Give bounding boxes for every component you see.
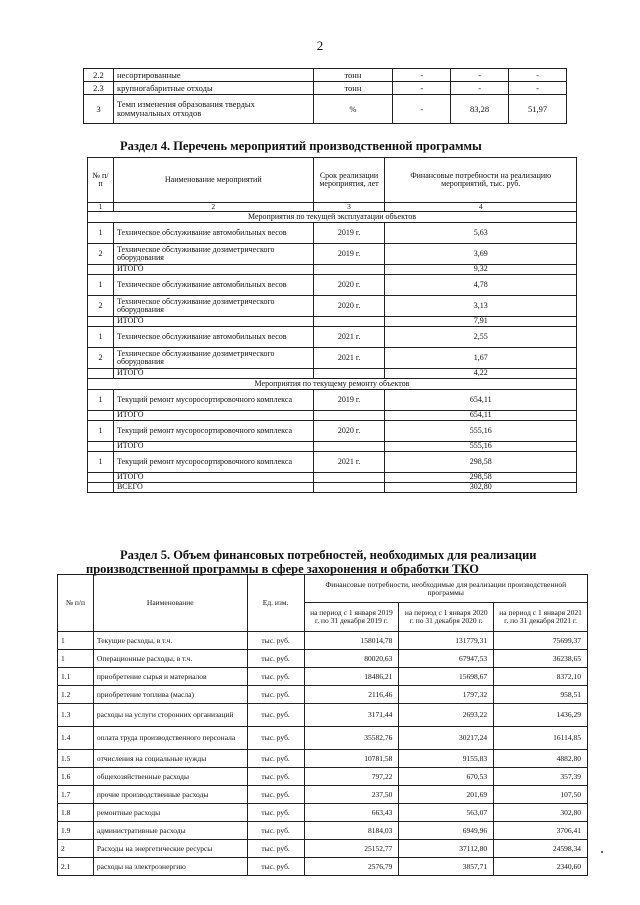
row-number: 1 bbox=[58, 632, 94, 650]
header-num: № п/п bbox=[88, 158, 114, 203]
total-row bbox=[88, 483, 577, 493]
row-number: 3 bbox=[84, 95, 114, 124]
row-value-2020: 563,07 bbox=[399, 804, 494, 822]
subtotal-row bbox=[88, 265, 577, 275]
row-name: общехозяйственные расходы bbox=[93, 768, 247, 786]
row-value-2019: 10781,58 bbox=[304, 750, 399, 768]
row-name: Текущий ремонт мусоросортировочного комплекса bbox=[113, 390, 313, 411]
row-value-2020: 670,53 bbox=[399, 768, 494, 786]
group-row bbox=[88, 379, 577, 390]
row-value-2019: 797,22 bbox=[304, 768, 399, 786]
row-unit: тыс. руб. bbox=[247, 858, 304, 876]
empty-cell bbox=[313, 369, 385, 379]
row-value-2019: - bbox=[393, 69, 451, 82]
row-value-2019: 663,43 bbox=[304, 804, 399, 822]
row-unit: тыс. руб. bbox=[247, 822, 304, 840]
row-value-2020: 37112,80 bbox=[399, 840, 494, 858]
empty-cell bbox=[313, 317, 385, 327]
subtotal-value: 7,91 bbox=[385, 317, 577, 327]
subtotal-label: ИТОГО bbox=[113, 442, 313, 452]
row-value-2021: 4882,80 bbox=[494, 750, 588, 768]
row-name: Операционные расходы, в т.ч. bbox=[93, 650, 247, 668]
table-row bbox=[58, 632, 588, 650]
subtotal-value: 298,58 bbox=[385, 473, 577, 483]
table-row bbox=[58, 727, 588, 750]
row-term: 2019 г. bbox=[313, 390, 385, 411]
row-term: 2021 г. bbox=[313, 348, 385, 369]
row-value-2020: 6949,96 bbox=[399, 822, 494, 840]
column-number: 2 bbox=[113, 203, 313, 212]
subtotal-value: 654,11 bbox=[385, 411, 577, 421]
row-value-2021: 1436,29 bbox=[494, 704, 588, 727]
section4-title: Раздел 4. Перечень мероприятий производственной программы bbox=[120, 139, 482, 153]
row-number: 1 bbox=[88, 421, 114, 442]
row-value: 654,11 bbox=[385, 390, 577, 411]
row-number: 2.3 bbox=[84, 82, 114, 95]
subtotal-value: 4,22 bbox=[385, 369, 577, 379]
row-name: отчисления на социальные нужды bbox=[93, 750, 247, 768]
row-value-2021: 107,50 bbox=[494, 786, 588, 804]
row-term: 2019 г. bbox=[313, 223, 385, 244]
row-value-2020: 9155,83 bbox=[399, 750, 494, 768]
row-value-2020: - bbox=[451, 82, 509, 95]
group-title: Мероприятия по текущей эксплуатации объектов bbox=[88, 212, 577, 223]
header-period-2020: на период с 1 января 2020 г. по 31 декабря 2020 г. bbox=[399, 603, 494, 632]
column-numbers-row bbox=[88, 203, 577, 212]
row-number: 2.1 bbox=[58, 858, 94, 876]
row-value-2021: 36238,65 bbox=[494, 650, 588, 668]
row-value-2019: 158014,78 bbox=[304, 632, 399, 650]
row-number: 1.8 bbox=[58, 804, 94, 822]
table-row bbox=[88, 421, 577, 442]
indicators-table-continuation bbox=[83, 68, 567, 124]
row-term: 2021 г. bbox=[313, 452, 385, 473]
row-value-2021: 3706,41 bbox=[494, 822, 588, 840]
subtotal-value: 555,16 bbox=[385, 442, 577, 452]
subtotal-row bbox=[88, 369, 577, 379]
row-value-2019: 237,50 bbox=[304, 786, 399, 804]
row-name: административные расходы bbox=[93, 822, 247, 840]
row-value-2021: 2340,60 bbox=[494, 858, 588, 876]
row-name: приобретение топлива (масла) bbox=[93, 686, 247, 704]
row-number: 1.2 bbox=[58, 686, 94, 704]
empty-cell bbox=[88, 442, 114, 452]
row-value: 3,69 bbox=[385, 244, 577, 265]
table-row bbox=[58, 668, 588, 686]
row-value: 5,63 bbox=[385, 223, 577, 244]
subtotal-row bbox=[88, 317, 577, 327]
row-name: ремонтные расходы bbox=[93, 804, 247, 822]
page-number: 2 bbox=[316, 38, 324, 53]
row-value: 3,13 bbox=[385, 296, 577, 317]
table-row bbox=[88, 327, 577, 348]
table-row bbox=[58, 686, 588, 704]
row-value-2020: - bbox=[451, 69, 509, 82]
column-number: 3 bbox=[313, 203, 385, 212]
row-number: 1 bbox=[88, 452, 114, 473]
row-name: прочие производственные расходы bbox=[93, 786, 247, 804]
row-value-2021: 8372,10 bbox=[494, 668, 588, 686]
row-name: крупногабаритные отходы bbox=[113, 82, 313, 95]
row-name: Расходы на энергетические ресурсы bbox=[93, 840, 247, 858]
empty-cell bbox=[313, 265, 385, 275]
row-unit: тыс. руб. bbox=[247, 750, 304, 768]
row-unit: тыс. руб. bbox=[247, 686, 304, 704]
row-number: 2 bbox=[88, 296, 114, 317]
table-row bbox=[88, 296, 577, 317]
row-name: приобретение сырья и материалов bbox=[93, 668, 247, 686]
table-row bbox=[88, 348, 577, 369]
subtotal-label: ИТОГО bbox=[113, 317, 313, 327]
row-unit: тыс. руб. bbox=[247, 632, 304, 650]
header-finance: Финансовые потребности, необходимые для реализации производственной программы bbox=[304, 575, 587, 603]
row-number: 1.1 bbox=[58, 668, 94, 686]
row-term: 2021 г. bbox=[313, 327, 385, 348]
row-value-2020: 131779,31 bbox=[399, 632, 494, 650]
row-number: 1 bbox=[88, 223, 114, 244]
subtotal-label: ИТОГО bbox=[113, 369, 313, 379]
row-number: 1 bbox=[88, 390, 114, 411]
header-period-2019: на период с 1 января 2019 г. по 31 декабря 2019 г. bbox=[304, 603, 399, 632]
row-value-2020: 83,28 bbox=[451, 95, 509, 124]
row-value-2020: 30217,24 bbox=[399, 727, 494, 750]
empty-cell bbox=[88, 369, 114, 379]
row-value-2019: 25152,77 bbox=[304, 840, 399, 858]
row-number: 1 bbox=[88, 275, 114, 296]
row-term: 2020 г. bbox=[313, 296, 385, 317]
total-label: ВСЕГО bbox=[113, 483, 313, 493]
table-row bbox=[84, 95, 567, 124]
row-name: Техническое обслуживание дозиметрического оборудования bbox=[113, 244, 313, 265]
row-unit: тонн bbox=[313, 69, 393, 82]
column-number: 4 bbox=[385, 203, 577, 212]
table-row bbox=[58, 786, 588, 804]
row-unit: тыс. руб. bbox=[247, 840, 304, 858]
header-name: Наименование bbox=[93, 575, 247, 632]
row-value-2020: 1797,32 bbox=[399, 686, 494, 704]
row-value-2021: - bbox=[509, 69, 567, 82]
table-row bbox=[88, 275, 577, 296]
table-row bbox=[58, 858, 588, 876]
row-number: 1.3 bbox=[58, 704, 94, 727]
row-value-2019: 3171,44 bbox=[304, 704, 399, 727]
group-row bbox=[88, 212, 577, 223]
row-value: 2,55 bbox=[385, 327, 577, 348]
row-number: 2 bbox=[88, 244, 114, 265]
header-unit: Ед. изм. bbox=[247, 575, 304, 632]
row-value-2019: 18486,21 bbox=[304, 668, 399, 686]
row-number: 1 bbox=[88, 327, 114, 348]
subtotal-row bbox=[88, 411, 577, 421]
row-value-2021: - bbox=[509, 82, 567, 95]
row-number: 2 bbox=[58, 840, 94, 858]
section5-finance-table bbox=[57, 574, 588, 876]
row-name: Текущий ремонт мусоросортировочного комплекса bbox=[113, 421, 313, 442]
row-name: Текущие расходы, в т.ч. bbox=[93, 632, 247, 650]
group-title: Мероприятия по текущему ремонту объектов bbox=[88, 379, 577, 390]
column-number: 1 bbox=[88, 203, 114, 212]
row-number: 1.6 bbox=[58, 768, 94, 786]
row-name: Техническое обслуживание дозиметрического оборудования bbox=[113, 348, 313, 369]
row-name: оплата труда производственного персонала bbox=[93, 727, 247, 750]
row-name: Темп изменения образования твердых коммунальных отходов bbox=[113, 95, 313, 124]
row-name: Техническое обслуживание автомобильных весов bbox=[113, 327, 313, 348]
row-name: Техническое обслуживание дозиметрического оборудования bbox=[113, 296, 313, 317]
row-name: расходы на услуги сторонних организаций bbox=[93, 704, 247, 727]
table-header-row bbox=[58, 575, 588, 603]
row-value-2021: 302,80 bbox=[494, 804, 588, 822]
table-row bbox=[88, 452, 577, 473]
row-name: расходы на электроэнергию bbox=[93, 858, 247, 876]
row-number: 1.7 bbox=[58, 786, 94, 804]
row-number: 1.9 bbox=[58, 822, 94, 840]
empty-cell bbox=[313, 411, 385, 421]
empty-cell bbox=[88, 411, 114, 421]
table-row bbox=[84, 82, 567, 95]
empty-cell bbox=[313, 442, 385, 452]
empty-cell bbox=[313, 483, 385, 493]
table-row bbox=[84, 69, 567, 82]
row-value-2019: - bbox=[393, 95, 451, 124]
table-row bbox=[88, 244, 577, 265]
row-unit: % bbox=[313, 95, 393, 124]
header-num: № п/п bbox=[58, 575, 94, 632]
subtotal-row bbox=[88, 442, 577, 452]
row-name: Техническое обслуживание автомобильных весов bbox=[113, 223, 313, 244]
scan-speck bbox=[601, 851, 603, 853]
row-value-2019: 35582,76 bbox=[304, 727, 399, 750]
row-value: 1,67 bbox=[385, 348, 577, 369]
row-value-2019: 8184,03 bbox=[304, 822, 399, 840]
row-value-2020: 2693,22 bbox=[399, 704, 494, 727]
row-name: Техническое обслуживание автомобильных весов bbox=[113, 275, 313, 296]
subtotal-row bbox=[88, 473, 577, 483]
table-row bbox=[88, 390, 577, 411]
row-unit: тыс. руб. bbox=[247, 650, 304, 668]
row-number: 1 bbox=[58, 650, 94, 668]
row-value-2020: 3857,71 bbox=[399, 858, 494, 876]
table-row bbox=[58, 804, 588, 822]
header-name: Наименование мероприятий bbox=[113, 158, 313, 203]
row-value-2020: 15698,67 bbox=[399, 668, 494, 686]
row-value-2021: 51,97 bbox=[509, 95, 567, 124]
row-value-2019: - bbox=[393, 82, 451, 95]
row-number: 1.5 bbox=[58, 750, 94, 768]
header-period-2021: на период с 1 января 2021 г. по 31 декабря 2021 г. bbox=[494, 603, 588, 632]
row-number: 2 bbox=[88, 348, 114, 369]
row-value-2021: 357,39 bbox=[494, 768, 588, 786]
row-value: 555,16 bbox=[385, 421, 577, 442]
row-number: 1.4 bbox=[58, 727, 94, 750]
row-term: 2020 г. bbox=[313, 275, 385, 296]
row-unit: тыс. руб. bbox=[247, 704, 304, 727]
table-row bbox=[58, 768, 588, 786]
header-term: Срок реализации мероприятия, лет bbox=[313, 158, 385, 203]
table-row bbox=[58, 750, 588, 768]
row-value-2021: 16114,85 bbox=[494, 727, 588, 750]
subtotal-label: ИТОГО bbox=[113, 411, 313, 421]
row-unit: тыс. руб. bbox=[247, 727, 304, 750]
row-value: 4,78 bbox=[385, 275, 577, 296]
empty-cell bbox=[88, 483, 114, 493]
row-name: несортированные bbox=[113, 69, 313, 82]
row-unit: тыс. руб. bbox=[247, 768, 304, 786]
table-row bbox=[58, 840, 588, 858]
row-value-2021: 24598,34 bbox=[494, 840, 588, 858]
row-value-2021: 958,51 bbox=[494, 686, 588, 704]
row-value: 298,58 bbox=[385, 452, 577, 473]
table-row bbox=[58, 822, 588, 840]
empty-cell bbox=[88, 473, 114, 483]
section5-title-line1: Раздел 5. Объем финансовых потребностей, необходимых для реализации bbox=[120, 548, 537, 562]
subtotal-value: 9,32 bbox=[385, 265, 577, 275]
total-value: 302,80 bbox=[385, 483, 577, 493]
row-term: 2020 г. bbox=[313, 421, 385, 442]
row-value-2021: 75699,37 bbox=[494, 632, 588, 650]
row-unit: тонн bbox=[313, 82, 393, 95]
row-name: Текущий ремонт мусоросортировочного комплекса bbox=[113, 452, 313, 473]
row-value-2020: 67947,53 bbox=[399, 650, 494, 668]
row-value-2020: 201,69 bbox=[399, 786, 494, 804]
row-unit: тыс. руб. bbox=[247, 804, 304, 822]
row-unit: тыс. руб. bbox=[247, 668, 304, 686]
subtotal-label: ИТОГО bbox=[113, 473, 313, 483]
header-finance: Финансовые потребности на реализацию мероприятий, тыс. руб. bbox=[385, 158, 577, 203]
row-value-2019: 2576,79 bbox=[304, 858, 399, 876]
table-row bbox=[58, 704, 588, 727]
row-value-2019: 80020,63 bbox=[304, 650, 399, 668]
empty-cell bbox=[313, 473, 385, 483]
section5-title-line2: производственной программы в сфере захоронения и обработки ТКО bbox=[86, 562, 479, 576]
table-row bbox=[88, 223, 577, 244]
table-row bbox=[58, 650, 588, 668]
row-unit: тыс. руб. bbox=[247, 786, 304, 804]
empty-cell bbox=[88, 317, 114, 327]
section4-activities-table bbox=[87, 157, 577, 493]
row-value-2019: 2116,46 bbox=[304, 686, 399, 704]
subtotal-label: ИТОГО bbox=[113, 265, 313, 275]
empty-cell bbox=[88, 265, 114, 275]
row-term: 2019 г. bbox=[313, 244, 385, 265]
row-number: 2.2 bbox=[84, 69, 114, 82]
table-header-row bbox=[88, 158, 577, 203]
